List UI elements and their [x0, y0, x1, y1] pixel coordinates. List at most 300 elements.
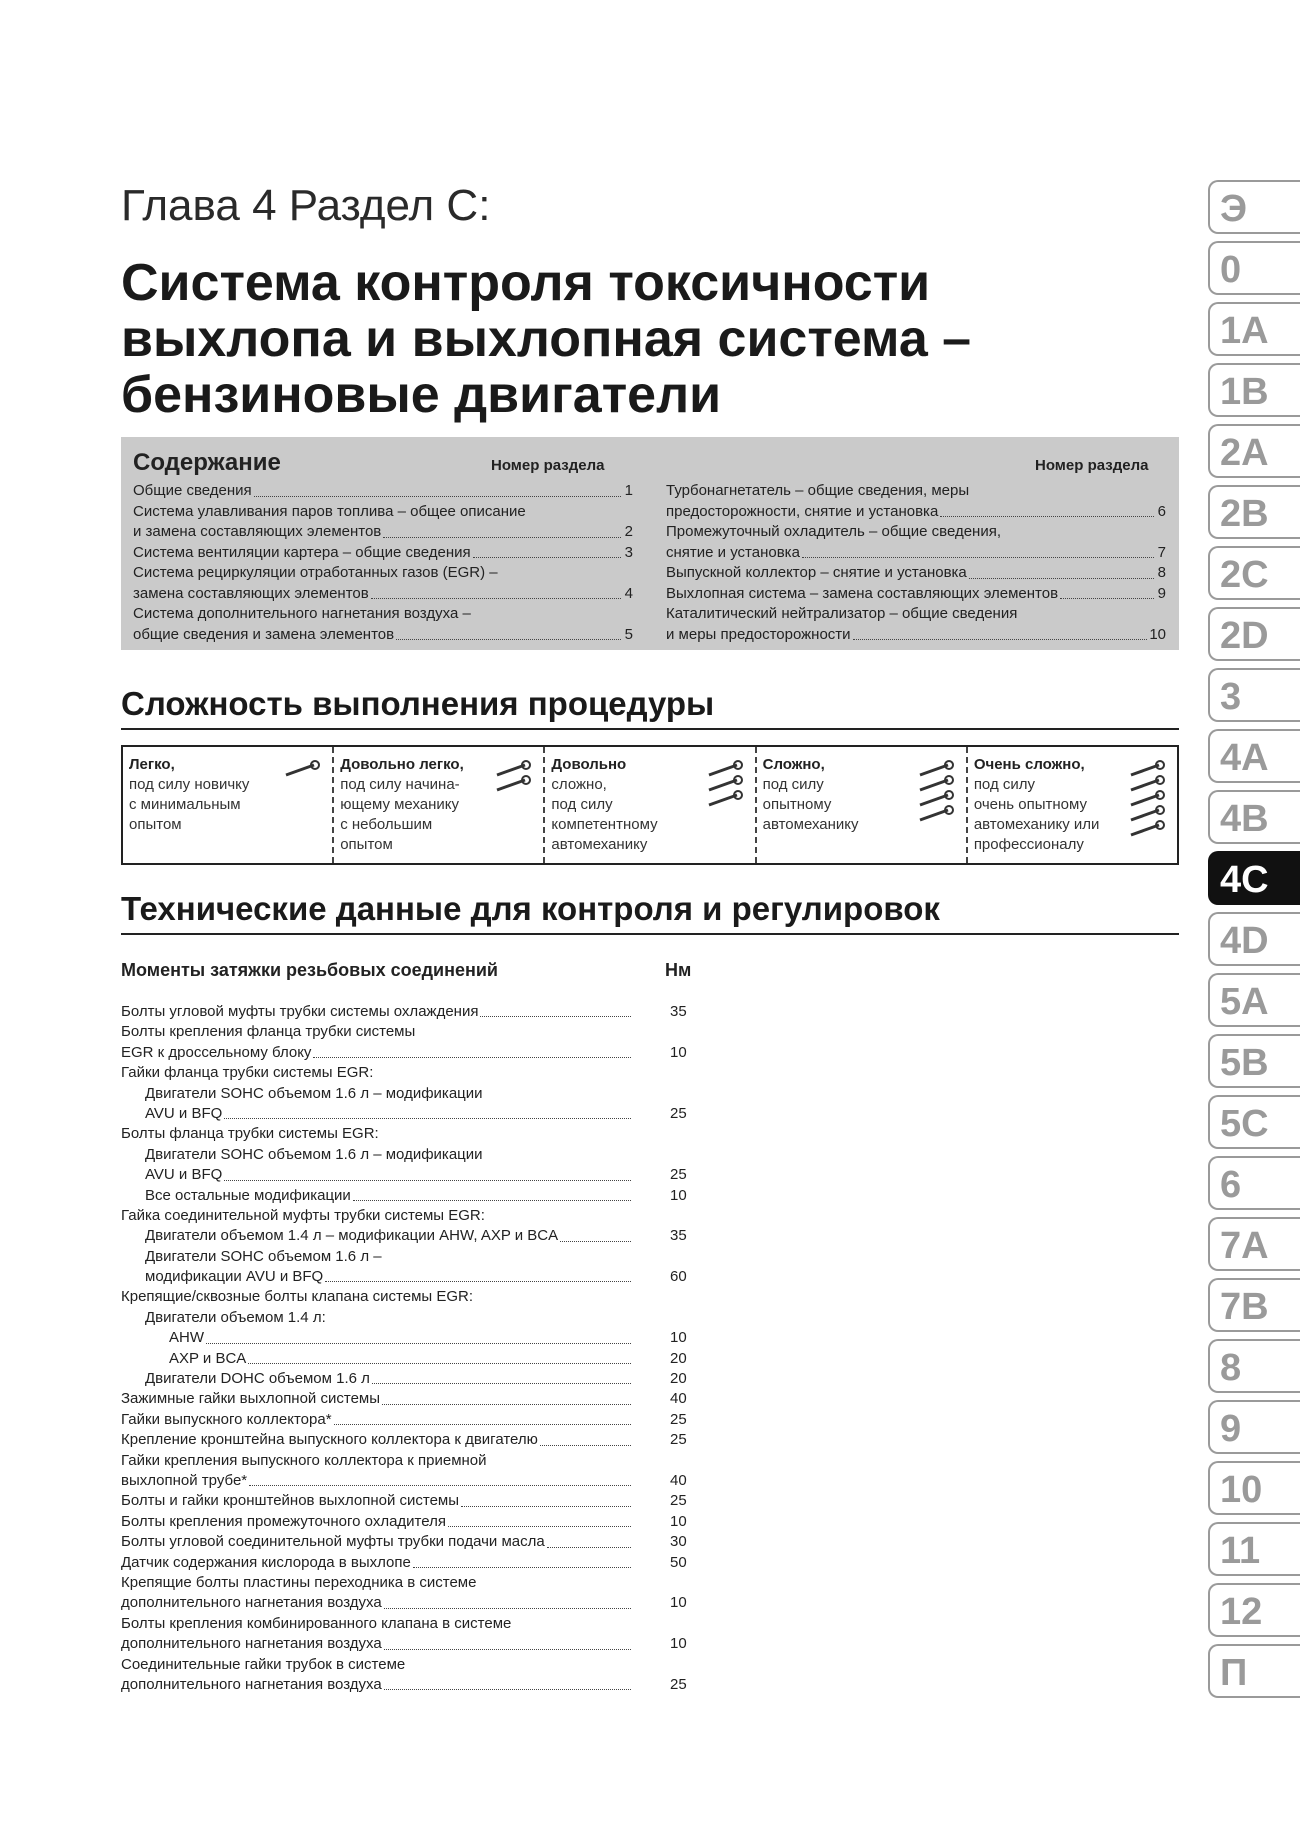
torque-label [121, 1165, 633, 1185]
contents-item-number: 3 [624, 543, 633, 561]
dot-leader [473, 543, 621, 559]
contents-item-text: Общие сведения [133, 482, 252, 499]
torque-label [121, 1369, 633, 1389]
spanner-rating-icon [705, 759, 745, 845]
contents-item-number: 10 [1149, 625, 1166, 643]
difficulty-level [543, 747, 754, 863]
section-number-header: Номер раздела [491, 457, 605, 474]
torque-label [121, 1532, 633, 1552]
torque-label [121, 1002, 633, 1022]
chapter-tab[interactable]: 9 [1208, 1400, 1300, 1454]
contents-item-line [666, 563, 1166, 584]
difficulty-level [966, 747, 1177, 863]
torque-value: 35 [670, 1227, 687, 1245]
torque-label [121, 1145, 633, 1165]
torque-label-text: Зажимные гайки выхлопной системы [121, 1390, 380, 1408]
torque-value: 50 [670, 1553, 687, 1571]
torque-row [121, 1553, 721, 1573]
torque-row [121, 1104, 721, 1124]
section-number-header: Номер раздела [1035, 457, 1149, 474]
contents-item-text: Выпускной коллектор – снятие и установка [666, 564, 967, 581]
contents-item[interactable] [133, 502, 633, 543]
contents-item[interactable] [666, 522, 1166, 563]
dot-leader [940, 502, 1154, 518]
torque-label [121, 1614, 633, 1634]
dot-leader [224, 1165, 631, 1180]
torque-label [121, 1593, 633, 1613]
spanner-rating-icon [916, 759, 956, 845]
contents-item[interactable] [666, 481, 1166, 522]
contents-item-text: Выхлопная система – замена составляющих элементов [666, 584, 1059, 602]
chapter-tab[interactable]: 4D [1208, 912, 1300, 966]
contents-item[interactable] [666, 604, 1166, 645]
contents-item-number: 6 [1157, 502, 1166, 520]
chapter-tab[interactable]: 4C [1208, 851, 1300, 905]
contents-item-number: 9 [1157, 584, 1166, 602]
contents-item-line [133, 584, 633, 605]
contents-item-line [133, 563, 633, 584]
contents-item-number: 5 [624, 625, 633, 643]
chapter-tab[interactable]: 2D [1208, 607, 1300, 661]
torque-label [121, 1410, 633, 1430]
difficulty-description: с небольшим [340, 816, 433, 833]
difficulty-description: под силу начина- [340, 776, 460, 793]
spanner-icon [1131, 791, 1164, 805]
spanner-icon [920, 791, 953, 805]
difficulty-level [123, 747, 332, 863]
torque-label [121, 1226, 633, 1246]
torque-row [121, 1308, 721, 1328]
spanner-icon [920, 776, 953, 790]
torque-value: 25 [670, 1104, 687, 1122]
torque-label-text: Двигатели SOHC объемом 1.6 л – модификации [145, 1145, 483, 1163]
contents-item-line [666, 625, 1166, 646]
chapter-tab[interactable]: 11 [1208, 1522, 1300, 1576]
torque-value: 10 [670, 1186, 687, 1204]
torque-label-text: Крепящие/сквозные болты клапана системы EGR: [121, 1288, 474, 1306]
contents-item[interactable] [133, 563, 633, 604]
contents-item-number: 1 [624, 482, 633, 499]
torque-label-text: Крепление кронштейна выпускного коллектора к двигателю [121, 1431, 538, 1449]
torque-row [121, 1165, 721, 1185]
dot-leader [396, 625, 621, 641]
torque-label [121, 1430, 633, 1450]
contents-item-number: 7 [1157, 543, 1166, 561]
torque-value: 40 [670, 1390, 687, 1408]
torque-row [121, 1267, 721, 1287]
heading-rule [121, 728, 1179, 730]
torque-label [121, 1553, 633, 1573]
chapter-tab[interactable]: 1A [1208, 302, 1300, 356]
dot-leader [802, 543, 1154, 559]
dot-leader [224, 1104, 631, 1119]
torque-row [121, 1369, 721, 1389]
chapter-tab[interactable]: 0 [1208, 241, 1300, 295]
contents-item-text: Промежуточный охладитель – общие сведения, [666, 523, 1002, 540]
torque-label-text: Соединительные гайки трубок в системе [121, 1655, 406, 1673]
torque-row [121, 1532, 721, 1552]
torque-row [121, 1675, 721, 1695]
difficulty-description: опытом [129, 816, 182, 833]
torque-label [121, 1043, 633, 1063]
contents-item[interactable] [133, 543, 633, 564]
dot-leader [383, 522, 621, 538]
dot-leader [382, 1389, 631, 1404]
difficulty-description: опытом [340, 836, 393, 853]
contents-item-line [666, 502, 1166, 523]
contents-item-line [666, 522, 1166, 543]
contents-item-text: Система вентиляции картера – общие сведения [133, 543, 471, 561]
torque-label-text: Датчик содержания кислорода в выхлопе [121, 1553, 411, 1571]
torque-row [121, 1206, 721, 1226]
difficulty-level [332, 747, 543, 863]
difficulty-description: профессионалу [973, 836, 1084, 853]
torque-row [121, 1043, 721, 1063]
contents-item-text: и замена составляющих элементов [133, 523, 382, 540]
chapter-tab[interactable]: П [1208, 1644, 1300, 1698]
spanner-rating-icon [493, 759, 533, 845]
spanner-icon [709, 761, 742, 775]
chapter-tab[interactable]: 5C [1208, 1095, 1300, 1149]
torque-label-text: Крепящие болты пластины переходника в системе [121, 1573, 477, 1591]
torque-row [121, 1084, 721, 1104]
dot-leader [413, 1553, 631, 1568]
contents-item-line [666, 543, 1166, 564]
torque-row [121, 1022, 721, 1042]
torque-row [121, 1573, 721, 1593]
spanner-icon [1131, 821, 1164, 835]
torque-value: 60 [670, 1268, 687, 1286]
torque-label [121, 1328, 633, 1348]
torque-label [121, 1063, 633, 1083]
torque-row [121, 1634, 721, 1654]
torque-row [121, 1471, 721, 1491]
chapter-tab[interactable]: 2B [1208, 485, 1300, 539]
torque-label [121, 1247, 633, 1267]
chapter-tab[interactable]: 5A [1208, 973, 1300, 1027]
spanner-icon [497, 776, 530, 790]
contents-item-text: замена составляющих элементов [133, 584, 369, 602]
torque-row [121, 1593, 721, 1613]
contents-item-line [133, 522, 633, 543]
contents-item[interactable] [666, 584, 1166, 605]
torque-row [121, 1226, 721, 1246]
contents-item-line [133, 502, 633, 523]
contents-item-text: Каталитический нейтрализатор – общие сведения [666, 605, 1018, 622]
contents-item[interactable] [133, 604, 633, 645]
torque-label-text: AXP и BCA [169, 1349, 247, 1367]
torque-label-text: дополнительного нагнетания воздуха [121, 1635, 382, 1653]
torque-label-text: Болты крепления фланца трубки системы [121, 1023, 416, 1041]
contents-list-right [666, 481, 1166, 645]
dot-leader [540, 1430, 631, 1445]
contents-item-text: Система рециркуляции отработанных газов (EGR) – [133, 564, 498, 581]
torque-row [121, 1410, 721, 1430]
torque-row [121, 1655, 721, 1675]
chapter-tab[interactable]: 4A [1208, 729, 1300, 783]
torque-label [121, 1655, 633, 1675]
difficulty-description: автомеханику [551, 836, 648, 853]
torque-label-text: Двигатели объемом 1.4 л – модификации AHW, AXP и BCA [145, 1227, 559, 1245]
dot-leader [480, 1002, 631, 1017]
torque-label-text: Гайки крепления выпускного коллектора к приемной [121, 1451, 487, 1469]
page-title [121, 255, 1121, 423]
torque-label [121, 1389, 633, 1409]
torque-rows [121, 1002, 721, 1695]
dot-leader [206, 1328, 631, 1343]
contents-item[interactable] [133, 481, 633, 502]
torque-row [121, 1512, 721, 1532]
chapter-label: Глава 4 Раздел C: [121, 181, 491, 230]
torque-label-text: Двигатели DOHC объемом 1.6 л [145, 1370, 370, 1388]
chapter-tab[interactable]: 3 [1208, 668, 1300, 722]
torque-label-text: Болты и гайки кронштейнов выхлопной системы [121, 1492, 460, 1510]
torque-row [121, 1002, 721, 1022]
dot-leader [1060, 584, 1154, 600]
torque-label-text: Гайки фланца трубки системы EGR: [121, 1064, 374, 1082]
torque-label [121, 1349, 633, 1369]
torque-value: 10 [670, 1043, 687, 1061]
torque-value: 25 [670, 1492, 687, 1510]
torque-label [121, 1287, 633, 1307]
chapter-tab[interactable]: 7B [1208, 1278, 1300, 1332]
chapter-tab[interactable]: 4B [1208, 790, 1300, 844]
torque-row [121, 1124, 721, 1144]
torque-label [121, 1573, 633, 1593]
heading-rule [121, 933, 1179, 935]
contents-item-text: общие сведения и замена элементов [133, 625, 395, 643]
torque-label-text: Болты крепления промежуточного охладителя [121, 1512, 446, 1530]
torque-value: 10 [670, 1594, 687, 1612]
torque-value: 20 [670, 1349, 687, 1367]
torque-label-text: AHW [169, 1329, 204, 1347]
contents-item-text: Турбонагнетатель – общие сведения, меры [666, 482, 970, 499]
torque-value: 25 [670, 1410, 687, 1428]
chapter-tab[interactable]: 2C [1208, 546, 1300, 600]
spanner-icon [709, 776, 742, 790]
dot-leader [371, 584, 621, 600]
torque-title: Моменты затяжки резьбовых соединений [121, 960, 498, 980]
title-line: Система контроля токсичности [121, 254, 931, 312]
chapter-tab[interactable]: 6 [1208, 1156, 1300, 1210]
torque-value: 25 [670, 1166, 687, 1184]
torque-label [121, 1206, 633, 1226]
spanner-icon [920, 806, 953, 820]
spanner-icon [497, 761, 530, 775]
torque-label-text: EGR к дроссельному блоку [121, 1043, 312, 1061]
dot-leader [969, 563, 1154, 579]
contents-item-line [666, 481, 1166, 502]
torque-label-text: Двигатели SOHC объемом 1.6 л – модификации [145, 1084, 483, 1102]
chapter-tabs [1208, 180, 1300, 1705]
spanner-icon [1131, 761, 1164, 775]
contents-item-text: Система дополнительного нагнетания воздуха – [133, 605, 471, 622]
dot-leader [384, 1675, 631, 1690]
dot-leader [325, 1267, 631, 1282]
torque-row [121, 1389, 721, 1409]
torque-label [121, 1308, 633, 1328]
difficulty-title: Довольно [551, 756, 627, 773]
spanner-rating-icon [282, 759, 322, 845]
torque-label-text: AVU и BFQ [145, 1104, 223, 1122]
dot-leader [853, 625, 1148, 641]
dot-leader [384, 1593, 631, 1608]
difficulty-description: ющему механику [340, 796, 460, 813]
tech-data-heading: Технические данные для контроля и регулировок [121, 890, 940, 927]
dot-leader [248, 1349, 631, 1364]
dot-leader [372, 1369, 631, 1384]
difficulty-description: под силу [762, 776, 824, 793]
torque-label [121, 1124, 633, 1144]
difficulty-description: под силу [973, 776, 1035, 793]
torque-value: 30 [670, 1533, 687, 1551]
spanner-icon [1131, 806, 1164, 820]
torque-label-text: Гайки выпускного коллектора* [121, 1410, 332, 1428]
chapter-tab[interactable]: Э [1208, 180, 1300, 234]
torque-table [121, 960, 721, 1695]
torque-label [121, 1267, 633, 1287]
title-line: бензиновые двигатели [121, 366, 722, 424]
torque-label-text: Гайка соединительной муфты трубки системы EGR: [121, 1206, 485, 1224]
difficulty-description: под силу новичку [129, 776, 250, 793]
torque-label [121, 1084, 633, 1104]
torque-row [121, 1247, 721, 1267]
torque-label [121, 1512, 633, 1532]
torque-label [121, 1471, 633, 1491]
difficulty-scale [121, 745, 1179, 865]
torque-label [121, 1491, 633, 1511]
difficulty-description: автомеханику [762, 816, 859, 833]
torque-unit: Нм [665, 960, 692, 980]
difficulty-title: Довольно легко, [340, 756, 464, 773]
torque-label [121, 1186, 633, 1206]
torque-label-text: AVU и BFQ [145, 1166, 223, 1184]
difficulty-description: опытному [762, 796, 832, 813]
chapter-tab[interactable]: 10 [1208, 1461, 1300, 1515]
torque-label-text: модификации AVU и BFQ [145, 1268, 324, 1286]
torque-label [121, 1451, 633, 1471]
difficulty-level [755, 747, 966, 863]
spanner-icon [920, 761, 953, 775]
torque-label [121, 1104, 633, 1124]
torque-row [121, 1491, 721, 1511]
torque-value: 20 [670, 1370, 687, 1388]
difficulty-description: сложно, [551, 776, 607, 793]
difficulty-description: с минимальным [129, 796, 241, 813]
contents-item-number: 4 [624, 584, 633, 602]
torque-value: 10 [670, 1512, 687, 1530]
torque-label-text: Болты угловой муфты трубки системы охлаждения [121, 1003, 479, 1020]
torque-value: 10 [670, 1329, 687, 1347]
torque-row [121, 1430, 721, 1450]
dot-leader [249, 1471, 631, 1486]
difficulty-description: автомеханику или [973, 816, 1100, 833]
torque-label-text: дополнительного нагнетания воздуха [121, 1594, 382, 1612]
torque-label [121, 1022, 633, 1042]
contents-item[interactable] [666, 563, 1166, 584]
torque-row [121, 1328, 721, 1348]
torque-label-text: Болты фланца трубки системы EGR: [121, 1125, 379, 1143]
spanner-rating-icon [1127, 759, 1167, 845]
chapter-tab[interactable]: 12 [1208, 1583, 1300, 1637]
torque-value: 40 [670, 1471, 687, 1489]
torque-row [121, 1063, 721, 1083]
difficulty-description: очень опытному [973, 796, 1087, 813]
chapter-tab[interactable]: 8 [1208, 1339, 1300, 1393]
chapter-tab[interactable]: 5B [1208, 1034, 1300, 1088]
chapter-tab[interactable]: 1B [1208, 363, 1300, 417]
dot-leader [547, 1532, 631, 1547]
contents-item-text: Система улавливания паров топлива – общее описание [133, 502, 526, 520]
torque-label [121, 1675, 633, 1695]
chapter-tab[interactable]: 2A [1208, 424, 1300, 478]
dot-leader [334, 1410, 631, 1425]
spanner-icon [286, 761, 319, 775]
difficulty-title: Легко, [129, 756, 175, 773]
contents-item-line [133, 604, 633, 625]
dot-leader [384, 1634, 631, 1649]
contents-item-text: снятие и установка [666, 543, 800, 561]
torque-row [121, 1145, 721, 1165]
contents-item-line [133, 481, 633, 502]
torque-value: 25 [670, 1431, 687, 1449]
torque-table-header [121, 960, 721, 982]
dot-leader [461, 1491, 631, 1506]
contents-item-text: предосторожности, снятие и установка [666, 502, 939, 520]
torque-row [121, 1349, 721, 1369]
contents-item-line [133, 543, 633, 564]
torque-value: 35 [670, 1003, 687, 1020]
torque-label-text: Болты крепления комбинированного клапана в системе [121, 1614, 512, 1632]
torque-value: 25 [670, 1675, 687, 1693]
difficulty-title: Очень сложно, [973, 756, 1085, 773]
torque-label-text: выхлопной трубе* [121, 1471, 248, 1489]
title-line: выхлопа и выхлопная система – [121, 310, 972, 368]
torque-row [121, 1287, 721, 1307]
torque-row [121, 1451, 721, 1471]
difficulty-description: компетентному [551, 816, 658, 833]
contents-item-number: 8 [1157, 564, 1166, 581]
torque-label-text: Все остальные модификации [145, 1186, 351, 1204]
contents-item-text: и меры предосторожности [666, 625, 851, 643]
spanner-icon [1131, 776, 1164, 790]
dot-leader [560, 1226, 631, 1241]
torque-label-text: Двигатели объемом 1.4 л: [145, 1308, 326, 1326]
difficulty-description: под силу [551, 796, 613, 813]
contents-item-number: 2 [624, 523, 633, 540]
torque-value: 10 [670, 1635, 687, 1653]
contents-item-line [666, 584, 1166, 605]
torque-label-text: дополнительного нагнетания воздуха [121, 1675, 382, 1693]
dot-leader [353, 1186, 631, 1201]
contents-list-left [133, 481, 633, 645]
contents-box [121, 437, 1179, 650]
torque-row [121, 1186, 721, 1206]
torque-row [121, 1614, 721, 1634]
contents-title: Содержание [133, 449, 281, 476]
spanner-icon [709, 791, 742, 805]
difficulty-title: Сложно, [762, 756, 825, 773]
contents-item-line [133, 625, 633, 646]
dot-leader [254, 481, 621, 497]
chapter-tab[interactable]: 7A [1208, 1217, 1300, 1271]
contents-item-line [666, 604, 1166, 625]
torque-label-text: Болты угловой соединительной муфты трубки подачи масла [121, 1533, 545, 1551]
dot-leader [448, 1512, 631, 1527]
dot-leader [313, 1043, 631, 1058]
difficulty-heading: Сложность выполнения процедуры [121, 685, 715, 722]
torque-label [121, 1634, 633, 1654]
